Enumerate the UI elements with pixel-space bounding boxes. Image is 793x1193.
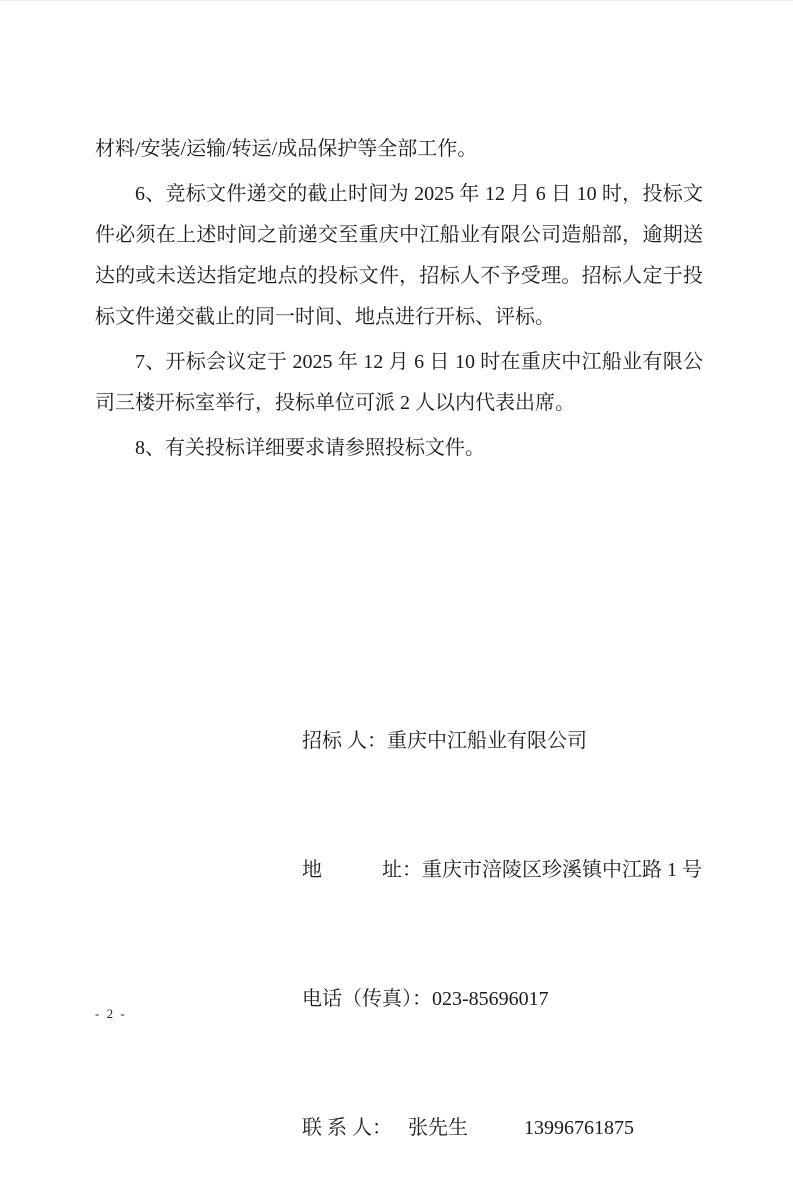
address-label: 地 址： — [302, 859, 422, 881]
contact-row-person — [272, 1064, 702, 1139]
page-number: - 2 - — [95, 1006, 127, 1021]
clause-7-bid-opening: 7、开标会议定于 2025 年 12 月 6 日 10 时在重庆中江船业有限公司三楼开标室举行，投标单位可派 2 人以内代表出席。 — [95, 351, 703, 414]
contact-block — [272, 591, 702, 1193]
clause-8-reference: 8、有关投标详细要求请参照投标文件。 — [135, 437, 485, 459]
person-label: 联 系 人： — [302, 1117, 392, 1139]
contact-row-address — [272, 806, 702, 881]
contact-row-tenderer — [272, 677, 702, 752]
tenderer-value: 重庆中江船业有限公司 — [387, 730, 587, 752]
paragraph-continuation: 材料/安装/运输/转运/成品保护等全部工作。 — [95, 138, 478, 160]
phone-fax-value: 023-85696017 — [432, 988, 549, 1010]
person-phone: 13996761875 — [524, 1117, 634, 1139]
person-name: 张先生 — [408, 1117, 468, 1139]
phone-fax-label: 电话（传真）： — [302, 988, 432, 1010]
contact-row-phone-fax — [272, 935, 702, 1010]
tenderer-label: 招标 人： — [302, 730, 387, 752]
document-body — [95, 129, 703, 473]
address-value: 重庆市涪陵区珍溪镇中江路 1 号 — [422, 859, 702, 881]
clause-6-deadline: 6、竞标文件递交的截止时间为 2025 年 12 月 6 日 10 时，投标文件必须在上述时间之前递交至重庆中江船业有限公司造船部，逾期送达的或未送达指定地点的投标文件，招标人不予受理。招标人定于投标文件递交截止的同一时间、地点进行开标、评标。 — [95, 183, 703, 328]
